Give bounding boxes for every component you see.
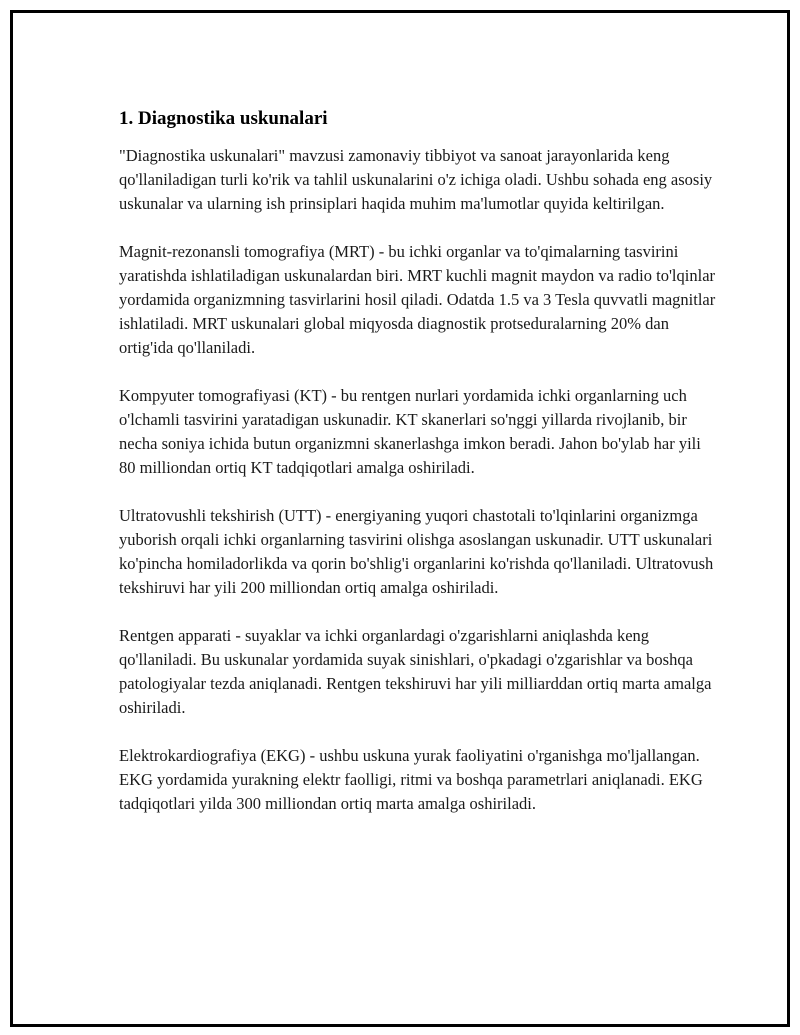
page-frame xyxy=(10,10,790,1027)
ekg-paragraph: Elektrokardiografiya (EKG) - ushbu uskuna yurak faoliyatini o'rganishga mo'ljallangan. EKG yordamida yurakning elektr faolligi, ritmi va boshqa parametrlari aniqlanadi. EKG tadqiqotlari yilda 300 milliondan ortiq marta amalga oshiriladi. xyxy=(119,746,703,813)
utt-paragraph: Ultratovushli tekshirish (UTT) - energiyaning yuqori chastotali to'lqinlarini organizmga yuborish orqali ichki organlarning tasvirini olishga asoslangan uskunadir. UTT uskunalari ko'pincha homiladorlikda va qorin bo'shlig'i organlarini ko'rishda qo'llaniladi. Ultratovush tekshiruvi har yili 200 milliondan ortiq amalga oshiriladi. xyxy=(119,506,714,597)
section-heading: 1. Diagnostika uskunalari xyxy=(119,108,328,129)
mrt-paragraph: Magnit-rezonansli tomografiya (MRT) - bu ichki organlar va to'qimalarning tasvirini yaratishda ishlatiladigan uskunalardan biri. MRT kuchli magnit maydon va radio to'lqinlar yordamida organizmning tasvirlarini hosil qiladi. Odatda 1.5 va 3 Tesla quvvatli magnitlar ishlatiladi. MRT uskunalari global miqyosda diagnostik protseduralarning 20% dan ortig'ida qo'llaniladi. xyxy=(119,242,716,357)
document-body xyxy=(119,106,719,840)
intro-paragraph: "Diagnostika uskunalari" mavzusi zamonaviy tibbiyot va sanoat jarayonlarida keng qo'llaniladigan turli ko'rik va tahlil uskunalarini o'z ichiga oladi. Ushbu sohada eng asosiy uskunalar va ularning ish prinsiplari haqida muhim ma'lumotlar quyida keltirilgan. xyxy=(119,146,713,213)
kt-paragraph: Kompyuter tomografiyasi (KT) - bu rentgen nurlari yordamida ichki organlarning uch o'lchamli tasvirini yaratadigan uskunadir. KT skanerlari so'nggi yillarda rivojlanib, bir necha soniya ichida butun organizmni skanerlashga imkon beradi. Jahon bo'ylab har yili 80 milliondan ortiq KT tadqiqotlari amalga oshiriladi. xyxy=(119,386,701,477)
rentgen-paragraph: Rentgen apparati - suyaklar va ichki organlardagi o'zgarishlarni aniqlashda keng qo'llaniladi. Bu uskunalar yordamida suyak sinishlari, o'pkadagi o'zgarishlar va boshqa patologiyalar tezda aniqlanadi. Rentgen tekshiruvi har yili milliarddan ortiq marta amalga oshiriladi. xyxy=(119,626,712,717)
